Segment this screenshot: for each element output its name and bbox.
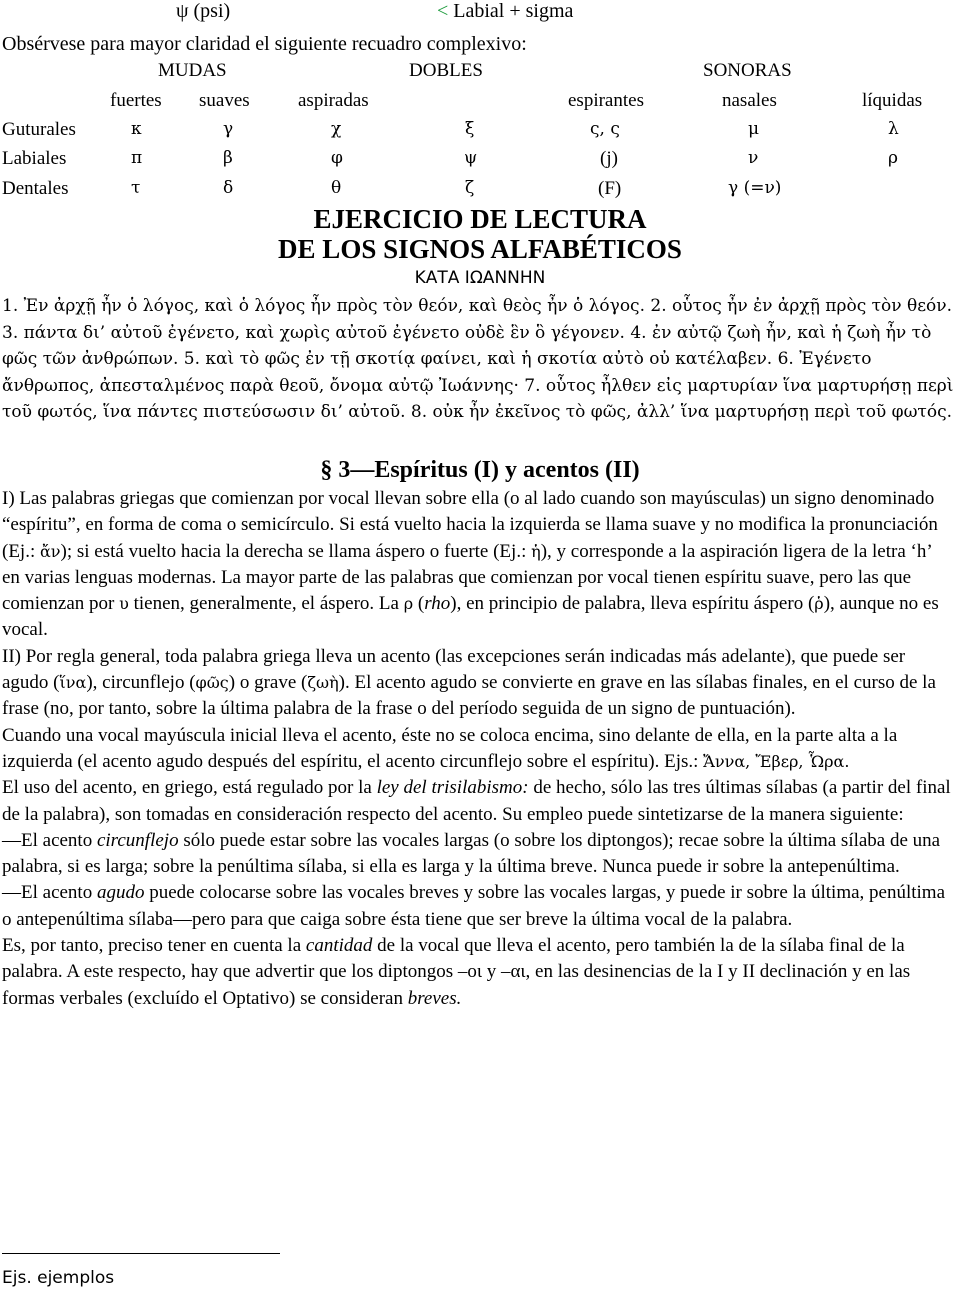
- text-run: ), aunque no es vocal.: [2, 593, 939, 641]
- text-run: de hecho, sólo las tres últimas sílabas (a partir del final de la palabra), son tomadas en consideración respecto del acento. Su empleo puede sintetizarse de la manera siguiente:: [2, 777, 951, 825]
- text-run: Cuando una vocal mayúscula inicial lleva el acento, éste no se coloca encima, sino delante de ella, en la parte alta a la izquierda (el acento agudo después del espíritu, el acento circunflejo sobre el espíritu). Ejs.:: [2, 724, 898, 772]
- text-run: de la vocal que lleva el acento, pero también la de la sílaba final de la palabra. A este respecto, hay que advertir que los diptongos –οι y –αι, en las desinencias de la I y II declinación y en las formas verbales (excluído el Optativo) se consideran: [2, 935, 911, 1009]
- table-cell: ς, ς: [590, 119, 620, 139]
- text-run: El uso del acento, en griego, está regulado por la: [2, 777, 377, 799]
- paragraph-acentos: [2, 644, 952, 723]
- text-run: —El acento: [2, 829, 97, 851]
- rho-italic: rho: [424, 593, 451, 615]
- italic-term: ley del trisilabismo:: [376, 777, 529, 799]
- row-label-labiales: Labiales: [2, 148, 67, 169]
- group-dobles: DOBLES: [409, 60, 483, 81]
- paragraph-espiritus: [2, 486, 952, 644]
- group-sonoras: SONORAS: [703, 60, 792, 81]
- header-labial: [437, 0, 573, 23]
- text-run: ) o grave (: [228, 672, 308, 694]
- paragraph-agudo: [2, 880, 952, 933]
- table-cell: ξ: [465, 119, 475, 139]
- italic-term: breves.: [407, 987, 462, 1009]
- greek-example: ἵνα: [59, 673, 87, 693]
- paragraph-mayusculas: [2, 723, 952, 776]
- col-nasales: nasales: [722, 90, 777, 111]
- paragraph-trisilabismo: [2, 775, 952, 828]
- table-cell: τ: [131, 178, 141, 198]
- greek-example: ρ: [403, 594, 414, 614]
- col-suaves: suaves: [199, 90, 250, 111]
- table-cell: ζ: [465, 178, 475, 198]
- less-than-sign: <: [437, 0, 449, 22]
- exercise-subtitle: ΚΑΤΑ ΙΩΑΝΝΗΝ: [414, 268, 546, 288]
- body-text: [2, 486, 952, 1012]
- section-heading: § 3—Espíritus (I) y acentos (II): [320, 457, 640, 483]
- text-run: ). El acento agudo se convierte en grave en las sílabas finales, en el curso de la frase (no, por tanto, sobre la última palabra de la frase o del período seguida de un signo de puntuación).: [2, 672, 936, 720]
- greek-example: ἄν: [40, 541, 61, 561]
- table-cell: π: [131, 148, 143, 168]
- table-cell: θ: [331, 178, 342, 198]
- header-psi: [176, 0, 230, 23]
- table-cell: ρ: [888, 148, 898, 168]
- paragraph-circunflejo: [2, 828, 952, 881]
- table-cell: ν: [748, 148, 759, 168]
- paragraph-cantidad: [2, 933, 952, 1012]
- text-run: tienen, generalmente, el áspero. La: [128, 593, 404, 615]
- row-label-dentales: Dentales: [2, 178, 69, 199]
- table-cell: λ: [888, 119, 899, 139]
- greek-example: ῥ: [814, 594, 824, 614]
- text-run: sólo puede estar sobre las vocales largas (o sobre los diptongos); recae sobre la última sílaba de una palabra, si es larga; sobre la penúltima sílaba, si ella es larga y la última breve. Nunca puede ir sobre la antepenúltima.: [2, 829, 941, 878]
- table-cell: ψ: [464, 148, 478, 168]
- text-run: ); si está vuelto hacia la derecha se llama áspero o fuerte (Ej.:: [60, 540, 532, 562]
- greek-example: ἡ: [531, 541, 541, 561]
- table-cell: (j): [600, 148, 618, 169]
- row-label-guturales: Guturales: [2, 119, 76, 140]
- text-run: I) Las palabras griegas que comienzan por vocal llevan sobre ella (o al lado cuando son mayúsculas) un signo denominado “espíritu”, en forma de coma o semicírculo. Si está vuelto hacia la izquierda se llama suave y no modifica la pronunciación (Ej.:: [2, 488, 938, 562]
- labial-sigma-label: Labial + sigma: [453, 0, 574, 22]
- table-cell: χ: [331, 119, 342, 139]
- table-cell: φ: [331, 148, 343, 168]
- text-run: ), en principio de palabra, lleva espíritu áspero (: [450, 593, 815, 615]
- intro-text: Obsérvese para mayor claridad el siguiente recuadro complexivo:: [2, 33, 527, 55]
- table-cell: γ: [223, 119, 234, 139]
- italic-term: circunflejo: [96, 829, 179, 851]
- col-fuertes: fuertes: [110, 90, 162, 111]
- table-cell: γ (=ν): [728, 178, 782, 198]
- greek-example: ζωὴ: [307, 673, 339, 693]
- psi-label: ψ (psi): [176, 0, 231, 22]
- text-run: ), y corresponde a la aspiración ligera de la letra ‘h’ en varias lenguas modernas. La mayor parte de las palabras que comienzan por vocal tienen espíritu suave, pero las que comienzan por: [2, 540, 932, 615]
- exercise-title-line2: DE LOS SIGNOS ALFABÉTICOS: [278, 234, 682, 264]
- italic-term: cantidad: [305, 935, 373, 957]
- table-cell: (F): [598, 178, 622, 199]
- text-run: II) Por regla general, toda palabra griega lleva un acento (las excepciones serán indicadas más adelante), que puede ser agudo (: [2, 645, 906, 694]
- reading-passage: 1. Ἐν ἀρχῇ ἦν ὁ λόγος, καὶ ὁ λόγος ἦν πρὸς τὸν θεόν, καὶ θεὸς ἦν ὁ λόγος. 2. οὗτος ἦν ἐν ἀρχῇ πρὸς τὸν θεόν. 3. πάντα δι’ αὐτοῦ ἐγένετο, καὶ χωρὶς αὐτοῦ ἐγένετο οὐδὲ ἓν ὃ γέγονεν. 4. ἐν αὐτῷ ζωὴ ἦν, καὶ ἡ ζωὴ ἦν τὸ φῶς τῶν ἀνθρώπων. 5. καὶ τὸ φῶς ἐν τῇ σκοτίᾳ φαίνει, καὶ ἡ σκοτία αὐτὸ οὐ κατέλαβεν. 6. Ἐγένετο ἄνθρωπος, ἀπεσταλμένος παρὰ θεοῦ, ὄνομα αὐτῷ Ἰωάννης· 7. οὗτος ἦλθεν εἰς μαρτυρίαν ἵνα μαρτυρήσῃ περὶ τοῦ φωτός, ἵνα πάντες πιστεύσωσιν δι’ αὐτοῦ. 8. οὐκ ἦν ἐκεῖνος τὸ φῶς, ἀλλ’ ἵνα μαρτυρήσῃ περὶ τοῦ φωτός.: [2, 296, 954, 422]
- greek-example: φῶς: [195, 673, 229, 693]
- greek-example: υ: [119, 594, 129, 614]
- col-espirantes: espirantes: [568, 90, 644, 111]
- footnote-rule: [2, 1253, 280, 1254]
- col-aspiradas: aspiradas: [298, 90, 369, 111]
- table-cell: δ: [223, 178, 234, 198]
- table-cell: β: [223, 148, 233, 168]
- text-run: (: [413, 593, 425, 615]
- text-run: ), circunflejo (: [86, 672, 196, 694]
- table-cell: μ: [748, 119, 760, 139]
- italic-term: agudo: [96, 882, 145, 904]
- table-cell: κ: [131, 119, 142, 139]
- col-liquidas: líquidas: [862, 90, 923, 111]
- group-mudas: MUDAS: [158, 60, 227, 81]
- footnote: Ejs. ejemplos: [2, 1268, 115, 1288]
- text-run: —El acento: [2, 882, 97, 904]
- text-run: puede colocarse sobre las vocales breves y sobre las vocales largas, y puede ir sobre la última, penúltima o antepenúltima sílaba—pero para que caiga sobre ésta tiene que ser breve la última vocal de la palabra.: [2, 882, 946, 930]
- exercise-title-line1: EJERCICIO DE LECTURA: [313, 204, 647, 234]
- greek-example: Ἄννα, Ἔβερ, Ὧρα.: [703, 751, 850, 771]
- text-run: Es, por tanto, preciso tener en cuenta la: [2, 935, 306, 957]
